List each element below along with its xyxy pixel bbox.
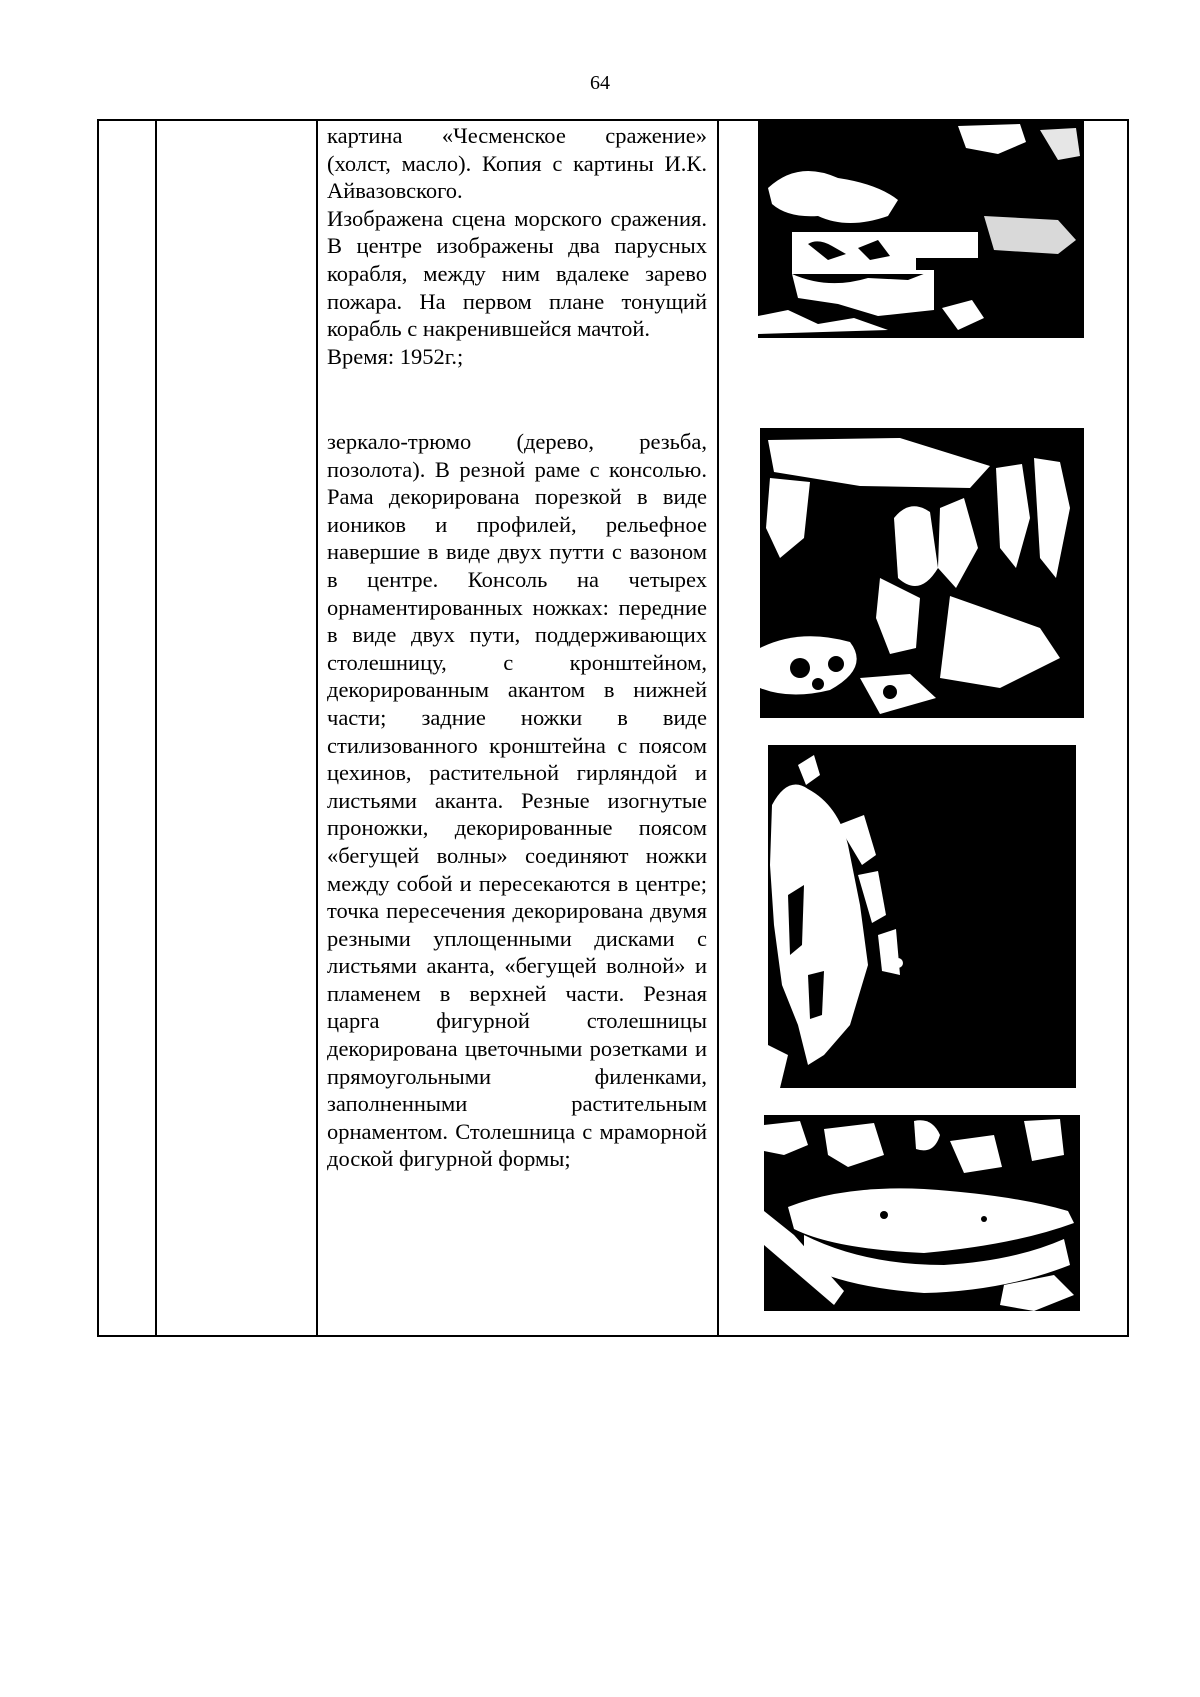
mirror-description [327,428,707,1173]
console-photo [760,428,1084,718]
table-column-divider [717,119,719,1337]
painting-scene-paragraph: Изображена сцена морского сражения. В центре изображены два парусных корабля, между ним вдалеке зарево пожара. На первом плане тонущий корабль с накренившейся мачтой. [327,205,707,342]
mirror-paragraph: зеркало-трюмо (дерево, резьба, позолота). В резной раме с консолью. Рама декорирована порезкой в виде иоников и профилей, рельефное навершие в виде двух путти с вазоном в центре. Консоль на четырех орнаментированных ножках: передние в виде двух пути, поддерживающих столешницу, с кронштейном, декорированным акантом в нижней части; задние ножки в виде стилизованного кронштейна с поясом цехинов, растительной гирляндой и листьями аканта. Резные изогнутые проножки, декорированные поясом «бегущей волны» соединяют ножки между собой и пересекаются в центре; точка пересечения декорирована двумя резными уплощенными дисками с листьями аканта, «бегущей волной» и пламенем в верхней части. Резная царга фигурной столешницы декорирована цветочными розетками и прямоугольными филенками, заполненными растительным орнаментом. Столешница с мраморной доской фигурной формы; [327,429,707,1172]
table-column-divider [316,119,318,1337]
painting-date-paragraph: Время: 1952г.; [327,343,464,369]
painting-title-paragraph: картина «Чесменское сражение» (холст, масло). Копия с картины И.К. Айвазовского. [327,123,707,204]
painting-photo [758,120,1084,338]
page-number: 64 [590,72,610,94]
tabletop-photo [764,1115,1080,1311]
painting-description [327,122,707,370]
carved-leg-photo [768,745,1076,1088]
table-column-divider [155,119,157,1337]
